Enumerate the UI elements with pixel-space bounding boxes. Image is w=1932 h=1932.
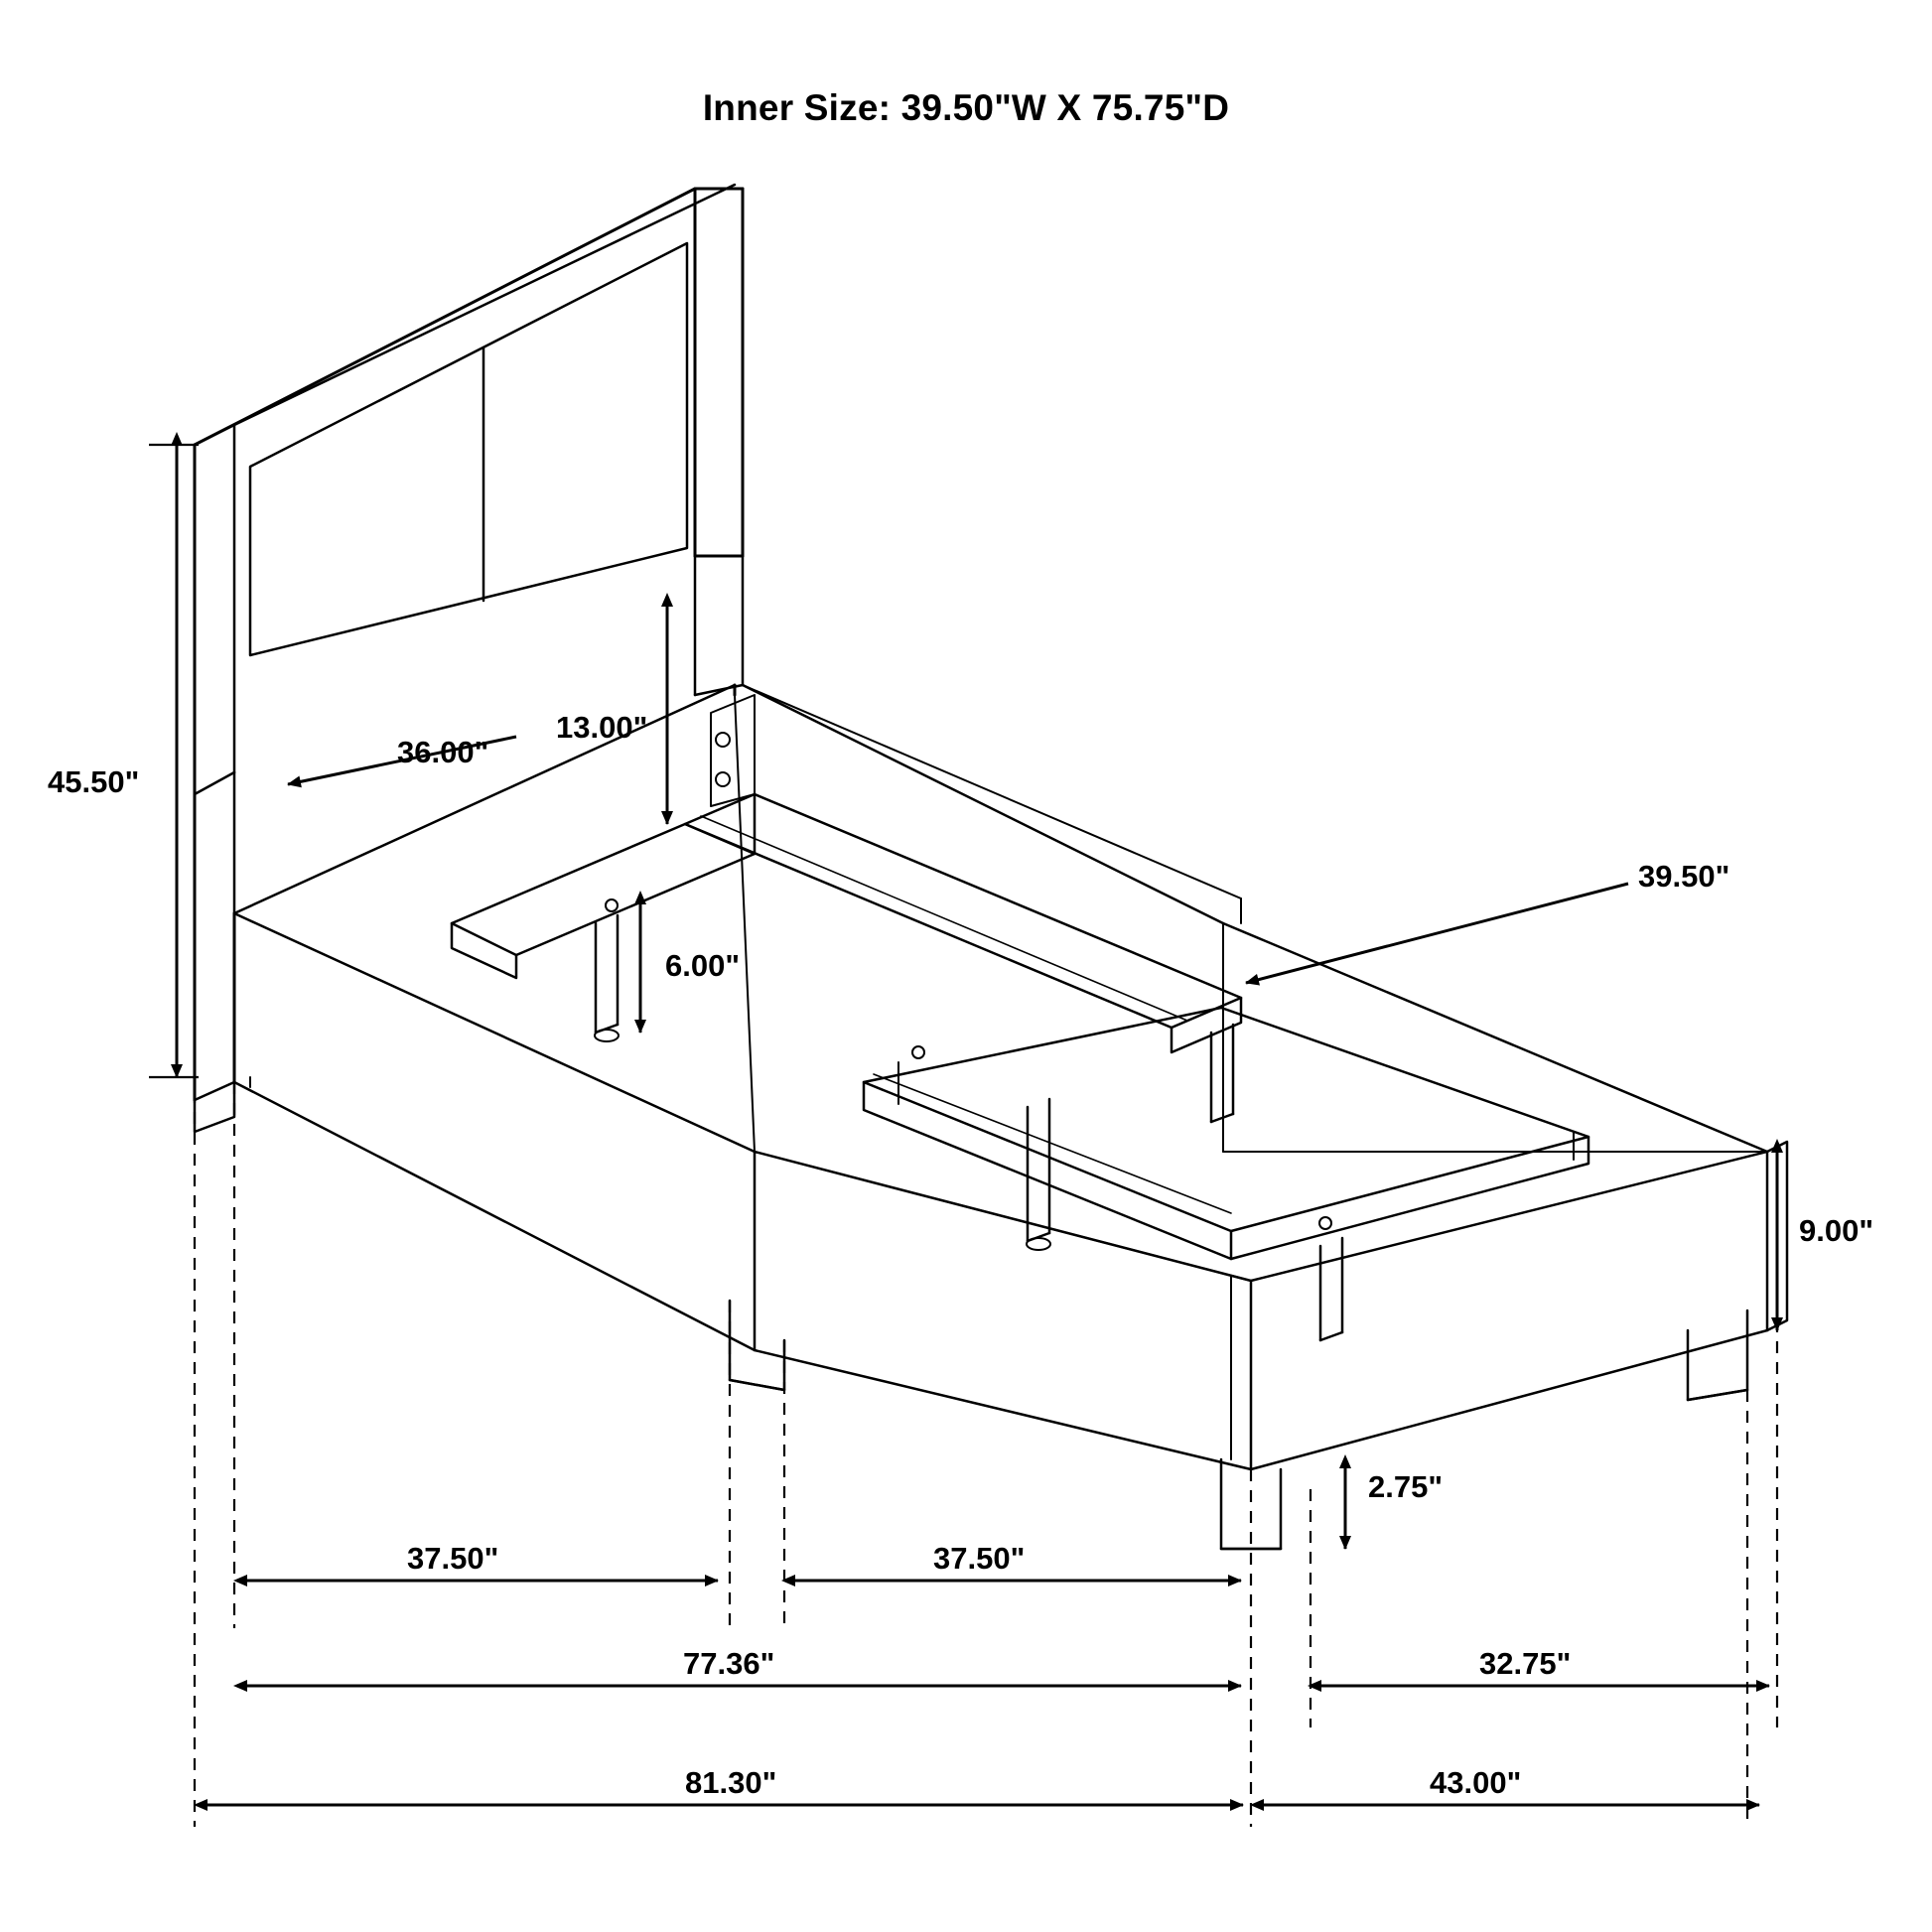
dim-headboard-height: 36.00" <box>397 735 489 769</box>
dim-headboard-drop: 13.00" <box>556 710 648 745</box>
dim-span-right: 37.50" <box>933 1541 1026 1576</box>
dim-end-width: 32.75" <box>1479 1646 1572 1681</box>
dim-overall-height: 45.50" <box>48 764 140 799</box>
dim-rail-height: 9.00" <box>1799 1213 1874 1248</box>
dim-mattress-width: 39.50" <box>1638 859 1730 894</box>
dim-center-leg: 6.00" <box>665 948 741 983</box>
dim-inner-length: 77.36" <box>683 1646 775 1681</box>
dim-overall-width: 43.00" <box>1430 1765 1522 1800</box>
dim-overall-length: 81.30" <box>685 1765 777 1800</box>
dim-leg-height: 2.75" <box>1368 1469 1444 1504</box>
page-title: Inner Size: 39.50"W X 75.75"D <box>702 87 1230 128</box>
dim-span-left: 37.50" <box>407 1541 499 1576</box>
